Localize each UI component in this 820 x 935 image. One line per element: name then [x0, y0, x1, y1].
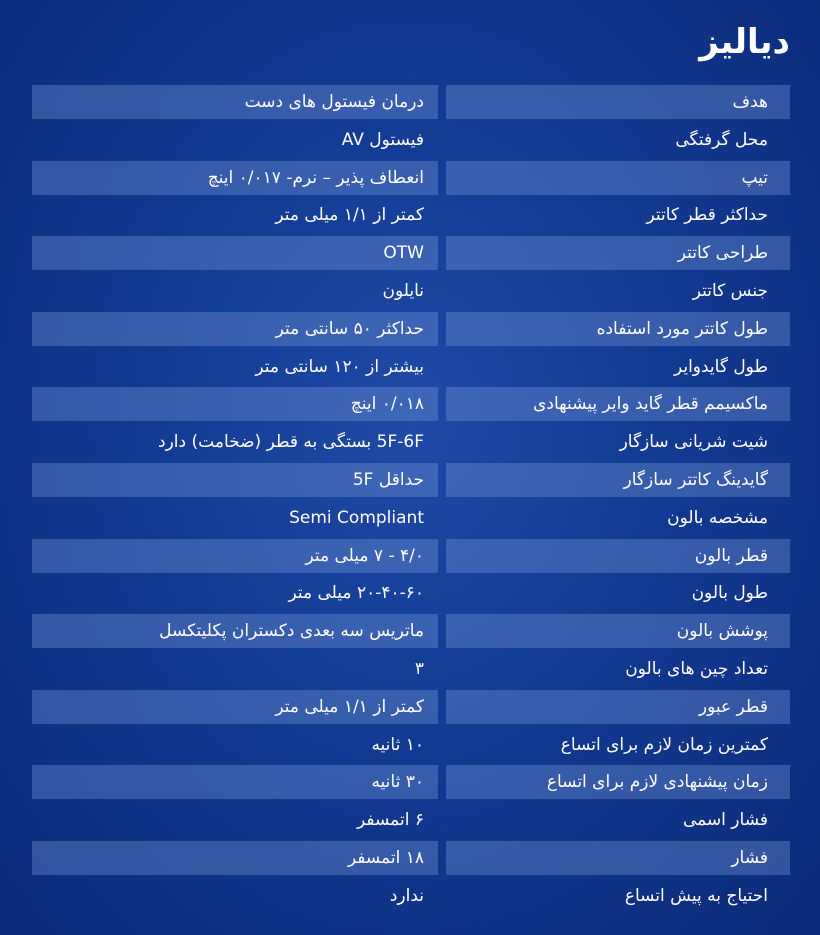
row-value: ۶ اتمسفر [357, 810, 424, 831]
row-value: ۱۸ اتمسفر [32, 841, 438, 875]
row-value: حداقل 5F [32, 463, 438, 497]
table-row [0, 385, 820, 423]
row-value: ۰/۰۱۸ اینچ [32, 387, 438, 421]
row-value: ۲۰-۴۰-۶۰ میلی متر [288, 583, 424, 604]
row-label: طول گایدوایر [673, 356, 768, 377]
row-label: احتیاج به پیش اتساع [624, 885, 768, 906]
row-value: OTW [32, 236, 438, 270]
row-value: 5F-6F بستگی به قطر (ضخامت) دارد [158, 432, 424, 453]
row-value: نایلون [382, 280, 424, 301]
row-label: طول بالون [691, 583, 768, 604]
row-value: حداکثر ۵۰ سانتی متر [32, 312, 438, 346]
row-label: زمان پیشنهادی لازم برای اتساع [446, 765, 790, 799]
page-title: دیالیز [699, 22, 790, 62]
row-value: ماتریس سه بعدی دکستران پکلیتکسل [32, 614, 438, 648]
row-label: شیت شریانی سازگار [619, 432, 768, 453]
row-value: ۴/۰ - ۷ میلی متر [32, 539, 438, 573]
row-value: کمتر از ۱/۱ میلی متر [32, 690, 438, 724]
row-value: Semi Compliant [289, 507, 424, 528]
row-value: درمان فیستول های دست [32, 85, 438, 119]
row-value: ۱۰ ثانیه [371, 734, 424, 755]
table-row [0, 839, 820, 877]
row-label: حداکثر قطر کاتتر [646, 205, 768, 226]
row-label: پوشش بالون [446, 614, 790, 648]
table-row [0, 348, 820, 386]
table-row [0, 159, 820, 197]
table-row [0, 499, 820, 537]
row-label: قطر عبور [446, 690, 790, 724]
table-row [0, 121, 820, 159]
row-label: ماکسیمم قطر گاید وایر پیشنهادی [446, 387, 790, 421]
table-row [0, 83, 820, 121]
row-label: جنس کاتتر [692, 280, 768, 301]
table-row [0, 310, 820, 348]
row-label: فشار [446, 841, 790, 875]
table-row [0, 763, 820, 801]
row-label: تعداد چین های بالون [625, 658, 768, 679]
table-row [0, 234, 820, 272]
row-label: قطر بالون [446, 539, 790, 573]
row-label: طراحی کاتتر [446, 236, 790, 270]
row-value: ۳۰ ثانیه [32, 765, 438, 799]
table-row [0, 612, 820, 650]
table-row [0, 537, 820, 575]
table-row [0, 272, 820, 310]
row-value: کمتر از ۱/۱ میلی متر [275, 205, 424, 226]
row-label: طول کاتتر مورد استفاده [446, 312, 790, 346]
row-value: ۳ [414, 658, 424, 679]
table-row [0, 726, 820, 764]
table-row [0, 574, 820, 612]
table-row [0, 688, 820, 726]
row-label: گایدینگ کاتتر سازگار [446, 463, 790, 497]
row-value: فیستول AV [341, 129, 424, 150]
row-label: تیپ [446, 161, 790, 195]
table-row [0, 877, 820, 915]
table-row [0, 423, 820, 461]
table-row [0, 461, 820, 499]
row-value: بیشتر از ۱۲۰ سانتی متر [255, 356, 424, 377]
table-row [0, 196, 820, 234]
table-row [0, 650, 820, 688]
row-label: کمترین زمان لازم برای اتساع [560, 734, 768, 755]
row-label: محل گرفتگی [675, 129, 768, 150]
table-row [0, 801, 820, 839]
spec-table [0, 83, 820, 915]
row-label: فشار اسمی [682, 810, 768, 831]
row-value: انعطاف پذیر – نرم- ۰/۰۱۷ اینچ [32, 161, 438, 195]
row-value: ندارد [389, 885, 424, 906]
row-label: هدف [446, 85, 790, 119]
row-label: مشخصه بالون [667, 507, 768, 528]
